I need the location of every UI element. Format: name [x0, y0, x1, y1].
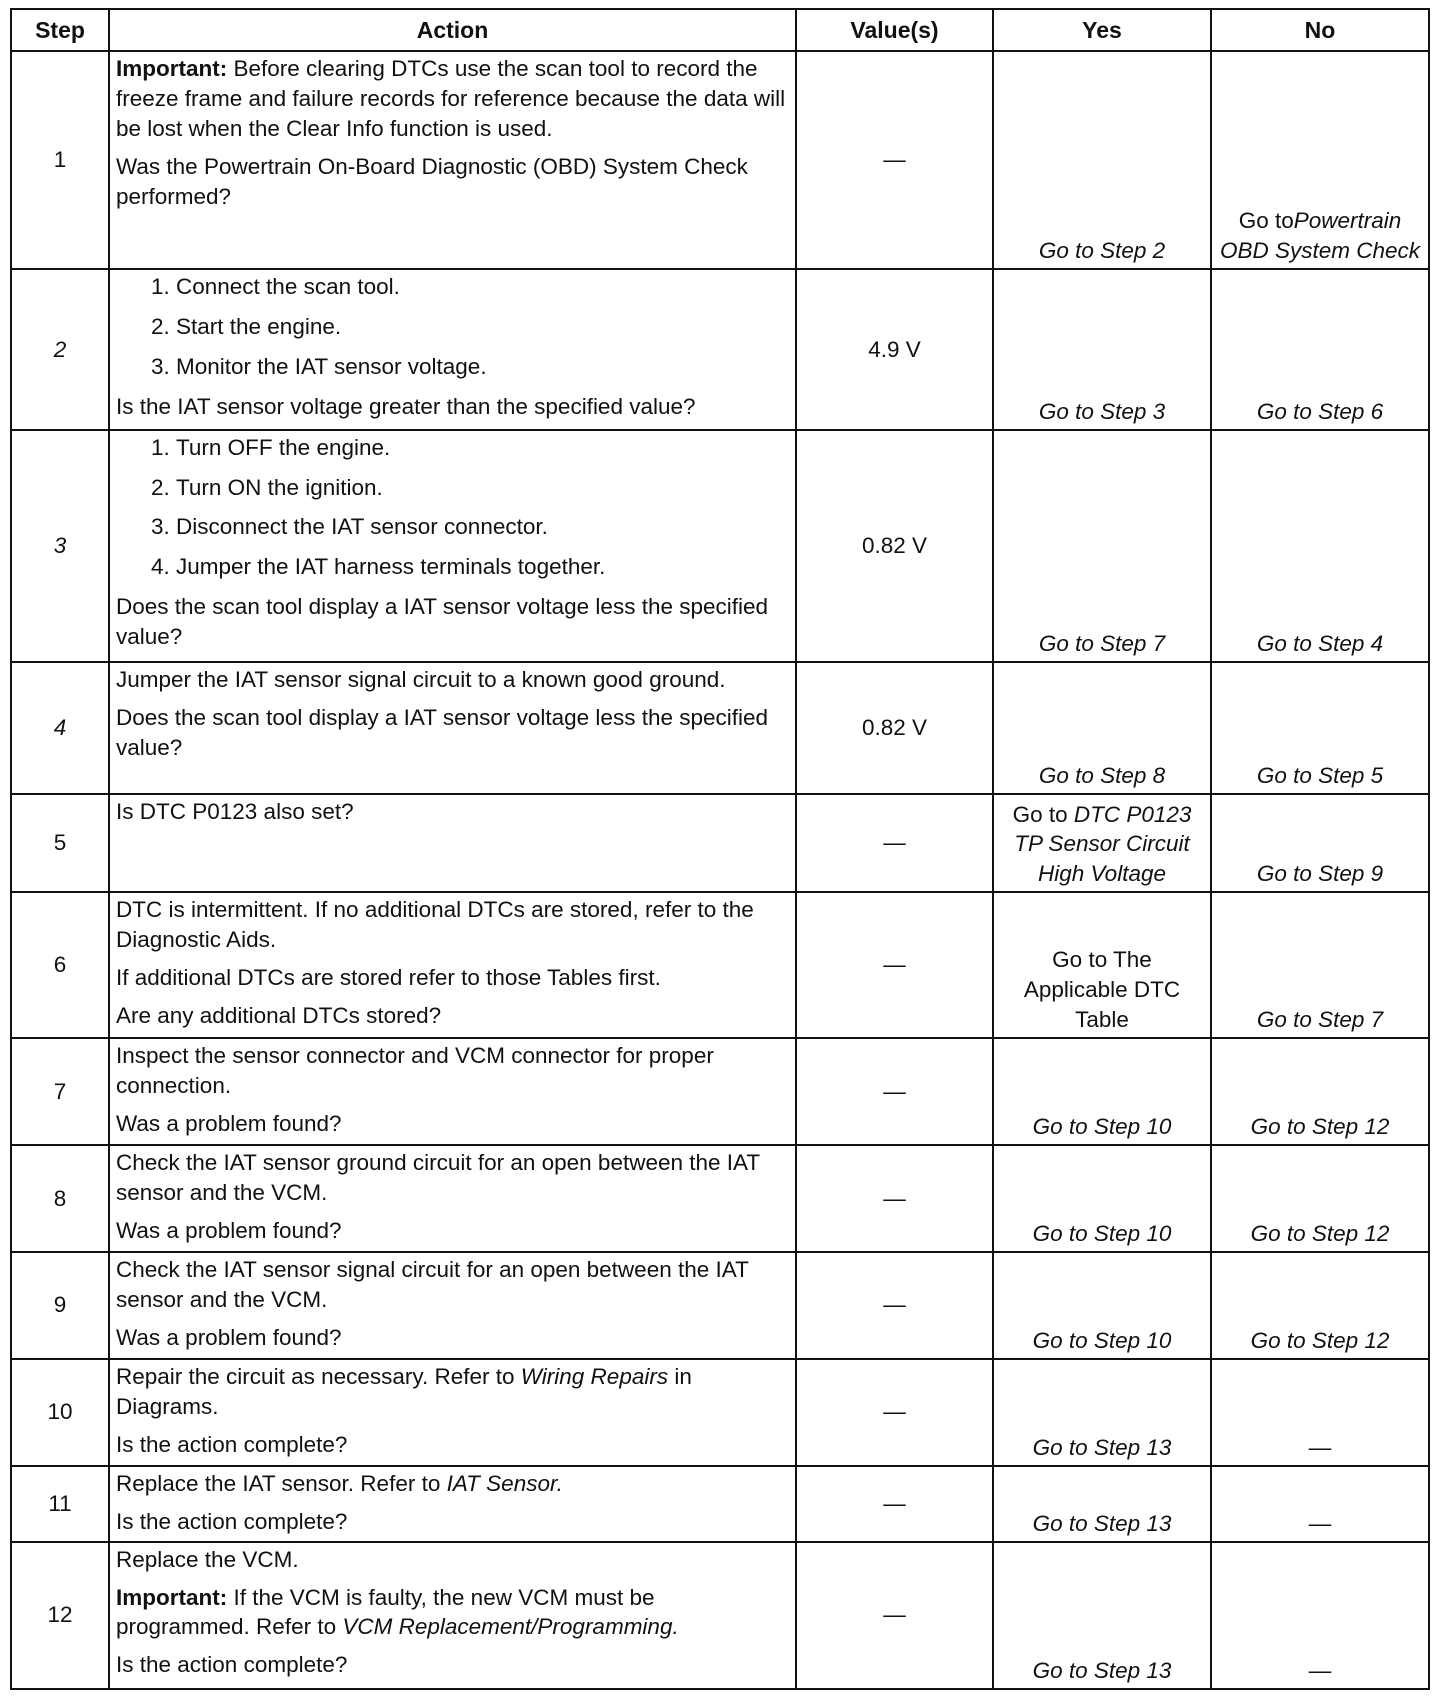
- action-paragraph: [116, 1216, 789, 1246]
- action-cell: [109, 430, 796, 662]
- step-number: 4: [11, 662, 109, 794]
- action-paragraph: [116, 152, 789, 212]
- yes-cell: [993, 892, 1211, 1038]
- no-cell: [1211, 662, 1429, 794]
- text-run: Was the Powertrain On-Board Diagnostic (OBD) System Check performed?: [116, 153, 748, 209]
- action-paragraph: [116, 1323, 789, 1353]
- step-number: 10: [11, 1359, 109, 1466]
- list-item: 1. Turn OFF the engine.: [176, 433, 789, 463]
- action-paragraph: [116, 703, 789, 763]
- no-cell: [1211, 1252, 1429, 1359]
- text-run: Go to Step 3: [1038, 398, 1166, 424]
- text-run: Check the IAT sensor ground circuit for an open between the IAT sensor and the VCM.: [116, 1150, 760, 1205]
- text-run: DTC is intermittent. If no additional DTCs are stored, refer to the Diagnostic Aids.: [116, 897, 754, 953]
- step-number: 3: [11, 430, 109, 662]
- step-number: 7: [11, 1038, 109, 1145]
- table-row: [11, 662, 1429, 794]
- text-run: Was a problem found?: [116, 1217, 342, 1243]
- step-number: 12: [11, 1542, 109, 1689]
- text-run: Go to Step 10: [1032, 1220, 1172, 1246]
- list-item: 3. Monitor the IAT sensor voltage.: [176, 352, 789, 382]
- yes-cell: [993, 430, 1211, 662]
- action-cell: [109, 1359, 796, 1466]
- text-run: Inspect the sensor connector and VCM connector for proper connection.: [116, 1043, 714, 1099]
- text-run: Go to: [1012, 801, 1074, 827]
- action-cell: [109, 1038, 796, 1145]
- text-run: Is the action complete?: [116, 1652, 348, 1678]
- diagnostic-table: [10, 8, 1430, 1690]
- no-cell: [1211, 430, 1429, 662]
- action-paragraph: [116, 1109, 789, 1139]
- action-paragraph: [116, 1507, 789, 1537]
- action-paragraph: [116, 1041, 789, 1101]
- no-cell: [1211, 1542, 1429, 1689]
- action-paragraph: [116, 54, 789, 144]
- text-run: Was a problem found?: [116, 1111, 342, 1137]
- yes-cell: [993, 1466, 1211, 1542]
- text-run: Go to Step 12: [1250, 1327, 1390, 1353]
- yes-cell: [993, 1145, 1211, 1252]
- text-run: Important:: [116, 56, 228, 81]
- text-run: —: [1308, 1434, 1332, 1460]
- action-steps-list: [116, 272, 789, 382]
- text-run: Repair the circuit as necessary. Refer to: [116, 1363, 521, 1389]
- yes-cell: [993, 1542, 1211, 1689]
- table-row: [11, 1145, 1429, 1252]
- action-paragraph: [116, 1430, 789, 1460]
- text-run: Does the scan tool display a IAT sensor voltage less the specified value?: [116, 594, 769, 650]
- text-run: Important:: [116, 1584, 228, 1610]
- text-run: Go to Step 4: [1256, 630, 1384, 656]
- text-run: Go to Step 10: [1032, 1327, 1172, 1353]
- table-row: [11, 430, 1429, 662]
- header-yes: Yes: [993, 9, 1211, 51]
- text-run: —: [1308, 1658, 1332, 1684]
- action-cell: [109, 662, 796, 794]
- list-item: 2. Turn ON the ignition.: [176, 473, 789, 503]
- text-run: Powertrain OBD System Check: [1219, 208, 1421, 264]
- step-number: 9: [11, 1252, 109, 1359]
- action-cell: [109, 51, 796, 269]
- action-paragraph: [116, 963, 789, 993]
- value-cell: —: [796, 1466, 993, 1542]
- text-run: Go to Step 12: [1250, 1220, 1390, 1246]
- action-cell: [109, 269, 796, 429]
- text-run: Replace the VCM.: [116, 1546, 299, 1572]
- text-run: Is the action complete?: [116, 1431, 348, 1457]
- action-paragraph: [116, 1583, 789, 1643]
- action-paragraph: [116, 895, 789, 955]
- step-number: 1: [11, 51, 109, 269]
- text-run: Go to Step 5: [1256, 762, 1384, 788]
- no-cell: [1211, 892, 1429, 1038]
- no-cell: [1211, 794, 1429, 893]
- value-cell: —: [796, 892, 993, 1038]
- table-row: [11, 269, 1429, 429]
- text-run: in Diagrams.: [116, 1363, 692, 1419]
- value-cell: —: [796, 1252, 993, 1359]
- action-cell: [109, 1252, 796, 1359]
- header-no: No: [1211, 9, 1429, 51]
- no-cell: [1211, 1038, 1429, 1145]
- table-body: [11, 51, 1429, 1689]
- table-row: [11, 1359, 1429, 1466]
- text-run: Does the scan tool display a IAT sensor voltage less the specified value?: [116, 704, 769, 760]
- action-paragraph: [116, 1362, 789, 1422]
- no-cell: [1211, 269, 1429, 429]
- yes-cell: [993, 1038, 1211, 1145]
- text-run: Is DTC P0123 also set?: [116, 798, 354, 824]
- step-number: 6: [11, 892, 109, 1038]
- text-run: Is the action complete?: [116, 1508, 348, 1534]
- action-cell: [109, 1145, 796, 1252]
- action-steps-list: [116, 433, 789, 583]
- yes-cell: [993, 1252, 1211, 1359]
- action-paragraph: [116, 1650, 789, 1680]
- action-cell: [109, 794, 796, 893]
- text-run: IAT Sensor.: [446, 1470, 563, 1496]
- table-row: [11, 1466, 1429, 1542]
- text-run: Go to Step 6: [1256, 398, 1384, 424]
- yes-cell: [993, 1359, 1211, 1466]
- value-cell: —: [796, 1359, 993, 1466]
- action-paragraph: [116, 665, 789, 695]
- action-paragraph: [116, 1148, 789, 1208]
- action-cell: [109, 892, 796, 1038]
- text-run: Replace the IAT sensor. Refer to: [116, 1470, 447, 1496]
- action-paragraph: [116, 592, 789, 652]
- step-number: 5: [11, 794, 109, 893]
- text-run: If the VCM is faulty, the new VCM must be programmed. Refer to: [116, 1584, 655, 1640]
- step-number: 2: [11, 269, 109, 429]
- table-row: [11, 51, 1429, 269]
- text-run: Go to Step 13: [1032, 1510, 1172, 1536]
- value-cell: —: [796, 51, 993, 269]
- text-run: Are any additional DTCs stored?: [116, 1003, 442, 1029]
- step-number: 11: [11, 1466, 109, 1542]
- table-row: [11, 1542, 1429, 1689]
- step-number: 8: [11, 1145, 109, 1252]
- list-item: 4. Jumper the IAT harness terminals together.: [176, 552, 789, 582]
- header-action: Action: [109, 9, 796, 51]
- table-row: [11, 1252, 1429, 1359]
- value-cell: —: [796, 1145, 993, 1252]
- text-run: Go to Step 8: [1038, 762, 1166, 788]
- yes-cell: [993, 794, 1211, 893]
- list-item: 3. Disconnect the IAT sensor connector.: [176, 512, 789, 542]
- text-run: If additional DTCs are stored refer to those Tables first.: [116, 965, 661, 991]
- text-run: Go to Step 13: [1032, 1434, 1172, 1460]
- table-row: [11, 1038, 1429, 1145]
- list-item: 2. Start the engine.: [176, 312, 789, 342]
- no-cell: [1211, 1466, 1429, 1542]
- action-paragraph: [116, 1545, 789, 1575]
- value-cell: —: [796, 794, 993, 893]
- text-run: Go to: [1238, 208, 1294, 234]
- text-run: Go to Step 7: [1256, 1007, 1384, 1033]
- action-cell: [109, 1466, 796, 1542]
- action-paragraph: [116, 1255, 789, 1315]
- value-cell: —: [796, 1038, 993, 1145]
- no-cell: [1211, 51, 1429, 269]
- action-paragraph: [116, 1001, 789, 1031]
- text-run: Go to Step 9: [1256, 861, 1384, 887]
- header-values: Value(s): [796, 9, 993, 51]
- action-paragraph: [116, 392, 789, 422]
- text-run: Go to Step 2: [1038, 238, 1166, 264]
- text-run: Jumper the IAT sensor signal circuit to a known good ground.: [116, 666, 726, 692]
- text-run: VCM Replacement/Programming.: [342, 1614, 679, 1640]
- action-paragraph: [116, 1469, 789, 1499]
- yes-cell: [993, 51, 1211, 269]
- header-row: [11, 9, 1429, 51]
- value-cell: 4.9 V: [796, 269, 993, 429]
- value-cell: 0.82 V: [796, 662, 993, 794]
- text-run: Check the IAT sensor signal circuit for an open between the IAT sensor and the VCM.: [116, 1256, 749, 1312]
- value-cell: —: [796, 1542, 993, 1689]
- value-cell: 0.82 V: [796, 430, 993, 662]
- text-run: Wiring Repairs: [520, 1363, 669, 1389]
- text-run: Is the IAT sensor voltage greater than the specified value?: [116, 394, 696, 420]
- text-run: Go to Step 7: [1038, 630, 1166, 656]
- yes-cell: [993, 269, 1211, 429]
- no-cell: [1211, 1359, 1429, 1466]
- text-run: Go to Step 12: [1250, 1114, 1390, 1140]
- list-item: 1. Connect the scan tool.: [176, 272, 789, 302]
- header-step: Step: [11, 9, 109, 51]
- text-run: Go to Step 13: [1032, 1658, 1172, 1684]
- text-run: Go to The Applicable DTC Table: [1023, 947, 1181, 1033]
- text-run: Go to Step 10: [1032, 1114, 1172, 1140]
- table-row: [11, 892, 1429, 1038]
- text-run: Was a problem found?: [116, 1324, 342, 1350]
- text-run: DTC P0123 TP Sensor Circuit High Voltage: [1014, 801, 1192, 887]
- table-row: [11, 794, 1429, 893]
- text-run: Before clearing DTCs use the scan tool to record the freeze frame and failure records for reference because the data will be lost when the Clear Info function is used.: [116, 56, 786, 141]
- text-run: —: [1308, 1510, 1332, 1536]
- no-cell: [1211, 1145, 1429, 1252]
- action-cell: [109, 1542, 796, 1689]
- yes-cell: [993, 662, 1211, 794]
- action-paragraph: [116, 797, 789, 827]
